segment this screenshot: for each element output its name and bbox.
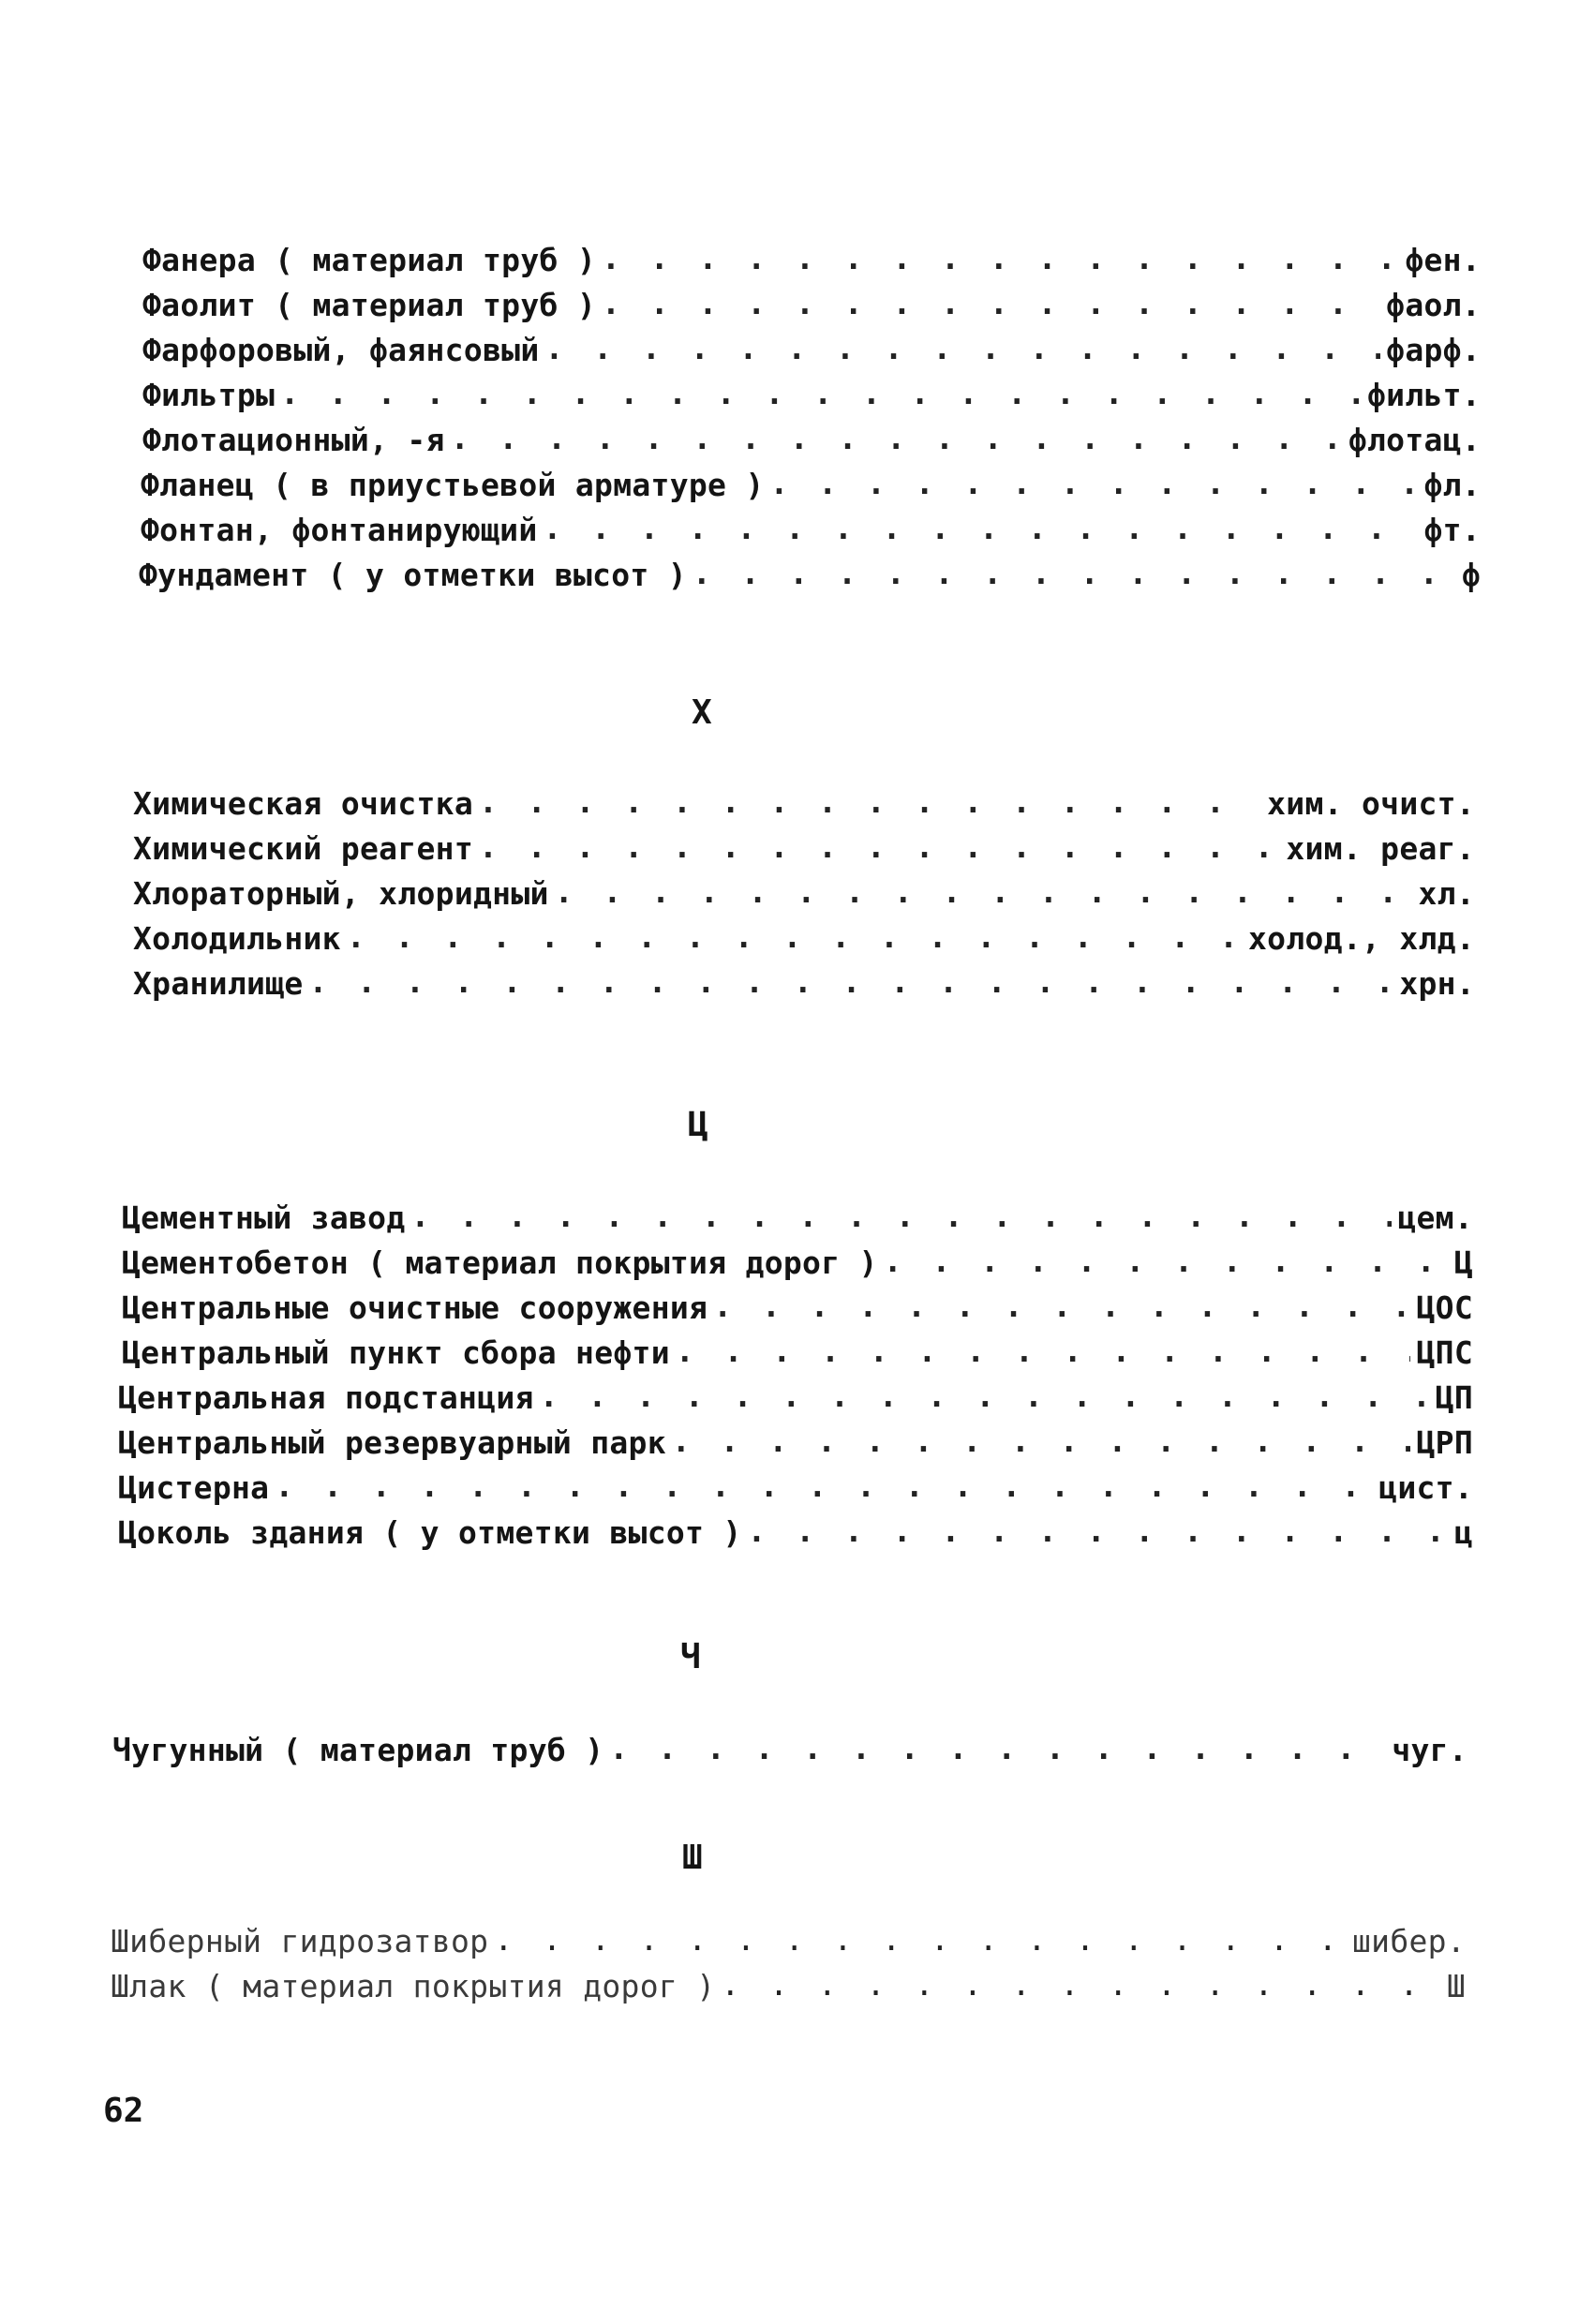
entry-abbreviation: ц	[1453, 1514, 1473, 1551]
entry-term: Чугунный ( материал труб )	[112, 1732, 604, 1768]
entry-abbreviation: чуг.	[1392, 1732, 1467, 1768]
section-heading: Ц	[688, 1106, 709, 1144]
dot-leader	[347, 918, 1243, 955]
entry-term: Фаолит ( материал труб )	[142, 287, 597, 323]
entry-term: Центральный пункт сбора нефти	[122, 1334, 670, 1371]
entry-term: Фонтан, фонтанирующий	[141, 512, 538, 548]
entry-abbreviation: ЦРП	[1416, 1424, 1473, 1461]
dot-leader	[494, 1921, 1347, 1958]
list-item	[142, 332, 1481, 375]
list-item	[133, 830, 1475, 873]
dot-leader	[884, 1243, 1449, 1279]
list-item	[141, 512, 1481, 555]
list-item	[142, 422, 1481, 465]
entry-term: Холодильник	[133, 920, 341, 957]
list-item	[141, 467, 1481, 510]
entry-abbreviation: хим. реаг.	[1286, 830, 1475, 867]
dot-leader	[540, 1378, 1430, 1414]
dot-leader	[544, 510, 1419, 546]
list-item	[122, 1334, 1473, 1378]
dot-leader	[479, 828, 1280, 865]
dot-leader	[602, 285, 1380, 321]
entry-term: Цоколь здания ( у отметки высот )	[118, 1514, 742, 1551]
dot-leader	[309, 963, 1394, 1000]
entry-term: Цементный завод	[122, 1199, 406, 1236]
list-item	[112, 1732, 1467, 1775]
entry-abbreviation: ЦП	[1435, 1379, 1473, 1416]
entry-abbreviation: ЦПС	[1416, 1334, 1473, 1371]
list-item	[118, 1469, 1473, 1512]
list-item	[142, 377, 1481, 420]
dot-leader	[609, 1730, 1386, 1766]
entry-abbreviation: шибер.	[1351, 1923, 1466, 1959]
entry-abbreviation: хрн.	[1399, 965, 1475, 1002]
page-number: 62	[103, 2092, 144, 2130]
dot-leader	[602, 240, 1399, 276]
entry-abbreviation: фт.	[1423, 512, 1481, 548]
entry-abbreviation: хл.	[1418, 875, 1475, 912]
section-heading: Х	[692, 693, 713, 732]
entry-abbreviation: Ш	[1446, 1968, 1466, 2004]
entry-term: Химическая очистка	[133, 785, 474, 822]
entry-term: Фанера ( материал труб )	[142, 242, 597, 278]
list-item	[133, 965, 1475, 1008]
entry-term: Центральная подстанция	[118, 1379, 534, 1416]
list-item	[111, 1923, 1466, 1966]
entry-term: Центральный резервуарный парк	[118, 1424, 666, 1461]
list-item	[111, 1968, 1466, 2011]
entry-term: Химический реагент	[133, 830, 474, 867]
entry-abbreviation: фен.	[1405, 242, 1481, 278]
dot-leader	[280, 375, 1362, 411]
list-item	[142, 287, 1481, 330]
entry-abbreviation: ф	[1461, 557, 1481, 593]
dot-leader	[676, 1333, 1411, 1369]
list-item	[133, 920, 1475, 963]
dot-leader	[451, 420, 1343, 456]
entry-term: Цистерна	[118, 1469, 270, 1506]
entry-abbreviation: цист.	[1378, 1469, 1473, 1506]
dot-leader	[748, 1512, 1449, 1549]
entry-abbreviation: холод., хлд.	[1247, 920, 1475, 957]
entry-abbreviation: фарф.	[1386, 332, 1481, 368]
list-item	[142, 242, 1481, 285]
dot-leader	[479, 783, 1261, 820]
entry-abbreviation: фаол.	[1386, 287, 1481, 323]
dot-leader	[411, 1198, 1393, 1234]
list-item	[122, 1289, 1473, 1333]
dot-leader	[555, 873, 1413, 910]
entry-abbreviation: цем.	[1397, 1199, 1473, 1236]
dot-leader	[713, 1288, 1410, 1324]
entry-term: Шлак ( материал покрытия дорог )	[111, 1968, 716, 2004]
list-item	[122, 1199, 1473, 1243]
list-item	[118, 1424, 1473, 1467]
entry-abbreviation: Ц	[1453, 1244, 1473, 1281]
entry-abbreviation: хим. очист.	[1267, 785, 1475, 822]
section-heading: Ш	[682, 1839, 704, 1877]
entry-term: Хлораторный, хлоридный	[133, 875, 549, 912]
entry-abbreviation: фильт.	[1366, 377, 1481, 413]
entry-abbreviation: ЦОС	[1416, 1289, 1473, 1326]
dot-leader	[693, 555, 1456, 591]
entry-term: Хранилище	[133, 965, 304, 1002]
list-item	[118, 1514, 1473, 1557]
list-item	[139, 557, 1481, 600]
list-item	[133, 875, 1475, 918]
section-heading: Ч	[680, 1638, 702, 1676]
dot-leader	[545, 330, 1381, 366]
entry-abbreviation: фл.	[1423, 467, 1481, 503]
dot-leader	[770, 465, 1419, 501]
dot-leader	[672, 1423, 1411, 1459]
list-item	[133, 785, 1475, 828]
dot-leader	[721, 1966, 1440, 2003]
dot-leader	[275, 1467, 1373, 1504]
entry-term: Фундамент ( у отметки высот )	[139, 557, 687, 593]
list-item	[118, 1379, 1473, 1423]
entry-term: Флотационный, -я	[142, 422, 445, 458]
entry-abbreviation: флотац.	[1348, 422, 1481, 458]
entry-term: Фарфоровый, фаянсовый	[142, 332, 540, 368]
list-item	[122, 1244, 1473, 1288]
entry-term: Фланец ( в приустьевой арматуре )	[141, 467, 765, 503]
entry-term: Цементобетон ( материал покрытия дорог )	[122, 1244, 878, 1281]
entry-term: Шиберный гидрозатвор	[111, 1923, 489, 1959]
entry-term: Фильтры	[142, 377, 276, 413]
entry-term: Центральные очистные сооружения	[122, 1289, 708, 1326]
